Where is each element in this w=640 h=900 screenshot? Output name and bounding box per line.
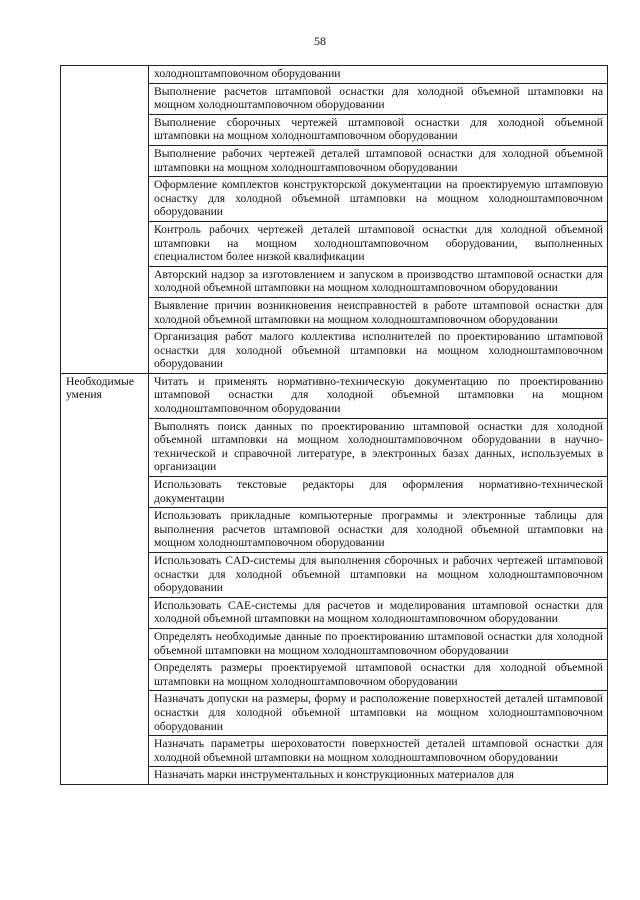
labor-action-item: Выявление причин возникновения неисправностей в работе штамповой оснастки для холодной объемной штамповки на мощном холодноштамповочном оборудовании bbox=[149, 297, 608, 328]
skill-item: Назначать параметры шероховатости поверхностей деталей штамповой оснастки для холодной объемной штамповки на мощном холодноштамповочном оборудовании bbox=[149, 736, 608, 767]
labor-action-item: Выполнение рабочих чертежей деталей штамповой оснастки для холодной объемной штамповки на мощном холодноштамповочном оборудовании bbox=[149, 145, 608, 176]
labor-action-item: Авторский надзор за изготовлением и запуском в производство штамповой оснастки для холодной объемной штамповки на мощном холодноштамповочном оборудовании bbox=[149, 266, 608, 297]
skill-item: Использовать CAD-системы для выполнения сборочных и рабочих чертежей штамповой оснастки для холодной объемной штамповки на мощном холодноштамповочном оборудовании bbox=[149, 553, 608, 598]
skill-item: Назначать марки инструментальных и конструкционных материалов для bbox=[149, 767, 608, 785]
labor-action-item: Контроль рабочих чертежей деталей штамповой оснастки для холодной объемной штамповки на мощном холодноштамповочном оборудовании, выполненных специалистом более низкой квалификации bbox=[149, 221, 608, 266]
page-number: 58 bbox=[314, 34, 326, 48]
skill-item: Определять размеры проектируемой штамповой оснастки для холодной объемной штамповки на мощном холодноштамповочном оборудовании bbox=[149, 660, 608, 691]
skill-item: Использовать текстовые редакторы для оформления нормативно-технической документации bbox=[149, 477, 608, 508]
requirements-table bbox=[60, 65, 608, 785]
table-row bbox=[61, 373, 608, 418]
row-label-continued bbox=[61, 66, 149, 374]
labor-action-item: Оформление комплектов конструкторской документации на проектируемую штамповую оснастку для холодной объемной штамповки на мощном холодноштамповочном оборудовании bbox=[149, 177, 608, 222]
skill-item: Использовать прикладные компьютерные программы и электронные таблицы для выполнения расчетов штамповой оснастки для холодной объемной штамповки на мощном холодноштамповочном оборудовании bbox=[149, 508, 608, 553]
labor-action-item: холодноштамповочном оборудовании bbox=[149, 66, 608, 84]
skill-item: Выполнять поиск данных по проектированию штамповой оснастки для холодной объемной штамповки на мощном холодноштамповочном оборудовании в научно-технической и справочной литературе, в электронных базах данных, используемых в организации bbox=[149, 418, 608, 476]
labor-action-item: Выполнение сборочных чертежей штамповой оснастки для холодной объемной штамповки на мощном холодноштамповочном оборудовании bbox=[149, 114, 608, 145]
skill-item: Читать и применять нормативно-техническую документацию по проектированию штамповой оснастки для холодной объемной штамповки на мощном холодноштамповочном оборудовании bbox=[149, 373, 608, 418]
skill-item: Определять необходимые данные по проектированию штамповой оснастки для холодной объемной штамповки на мощном холодноштамповочном оборудовании bbox=[149, 628, 608, 659]
labor-action-item: Выполнение расчетов штамповой оснастки для холодной объемной штамповки на мощном холодноштамповочном оборудовании bbox=[149, 83, 608, 114]
table-row bbox=[61, 66, 608, 84]
row-label-required-skills: Необходимые умения bbox=[61, 373, 149, 784]
skill-item: Использовать CAE-системы для расчетов и моделирования штамповой оснастки для холодной объемной штамповки на мощном холодноштамповочном оборудовании bbox=[149, 597, 608, 628]
labor-action-item: Организация работ малого коллектива исполнителей по проектированию штамповой оснастки для холодной объемной штамповки на мощном холодноштамповочном оборудовании bbox=[149, 329, 608, 374]
skill-item: Назначать допуски на размеры, форму и расположение поверхностей деталей штамповой оснастки для холодной объемной штамповки на мощном холодноштамповочном оборудовании bbox=[149, 691, 608, 736]
